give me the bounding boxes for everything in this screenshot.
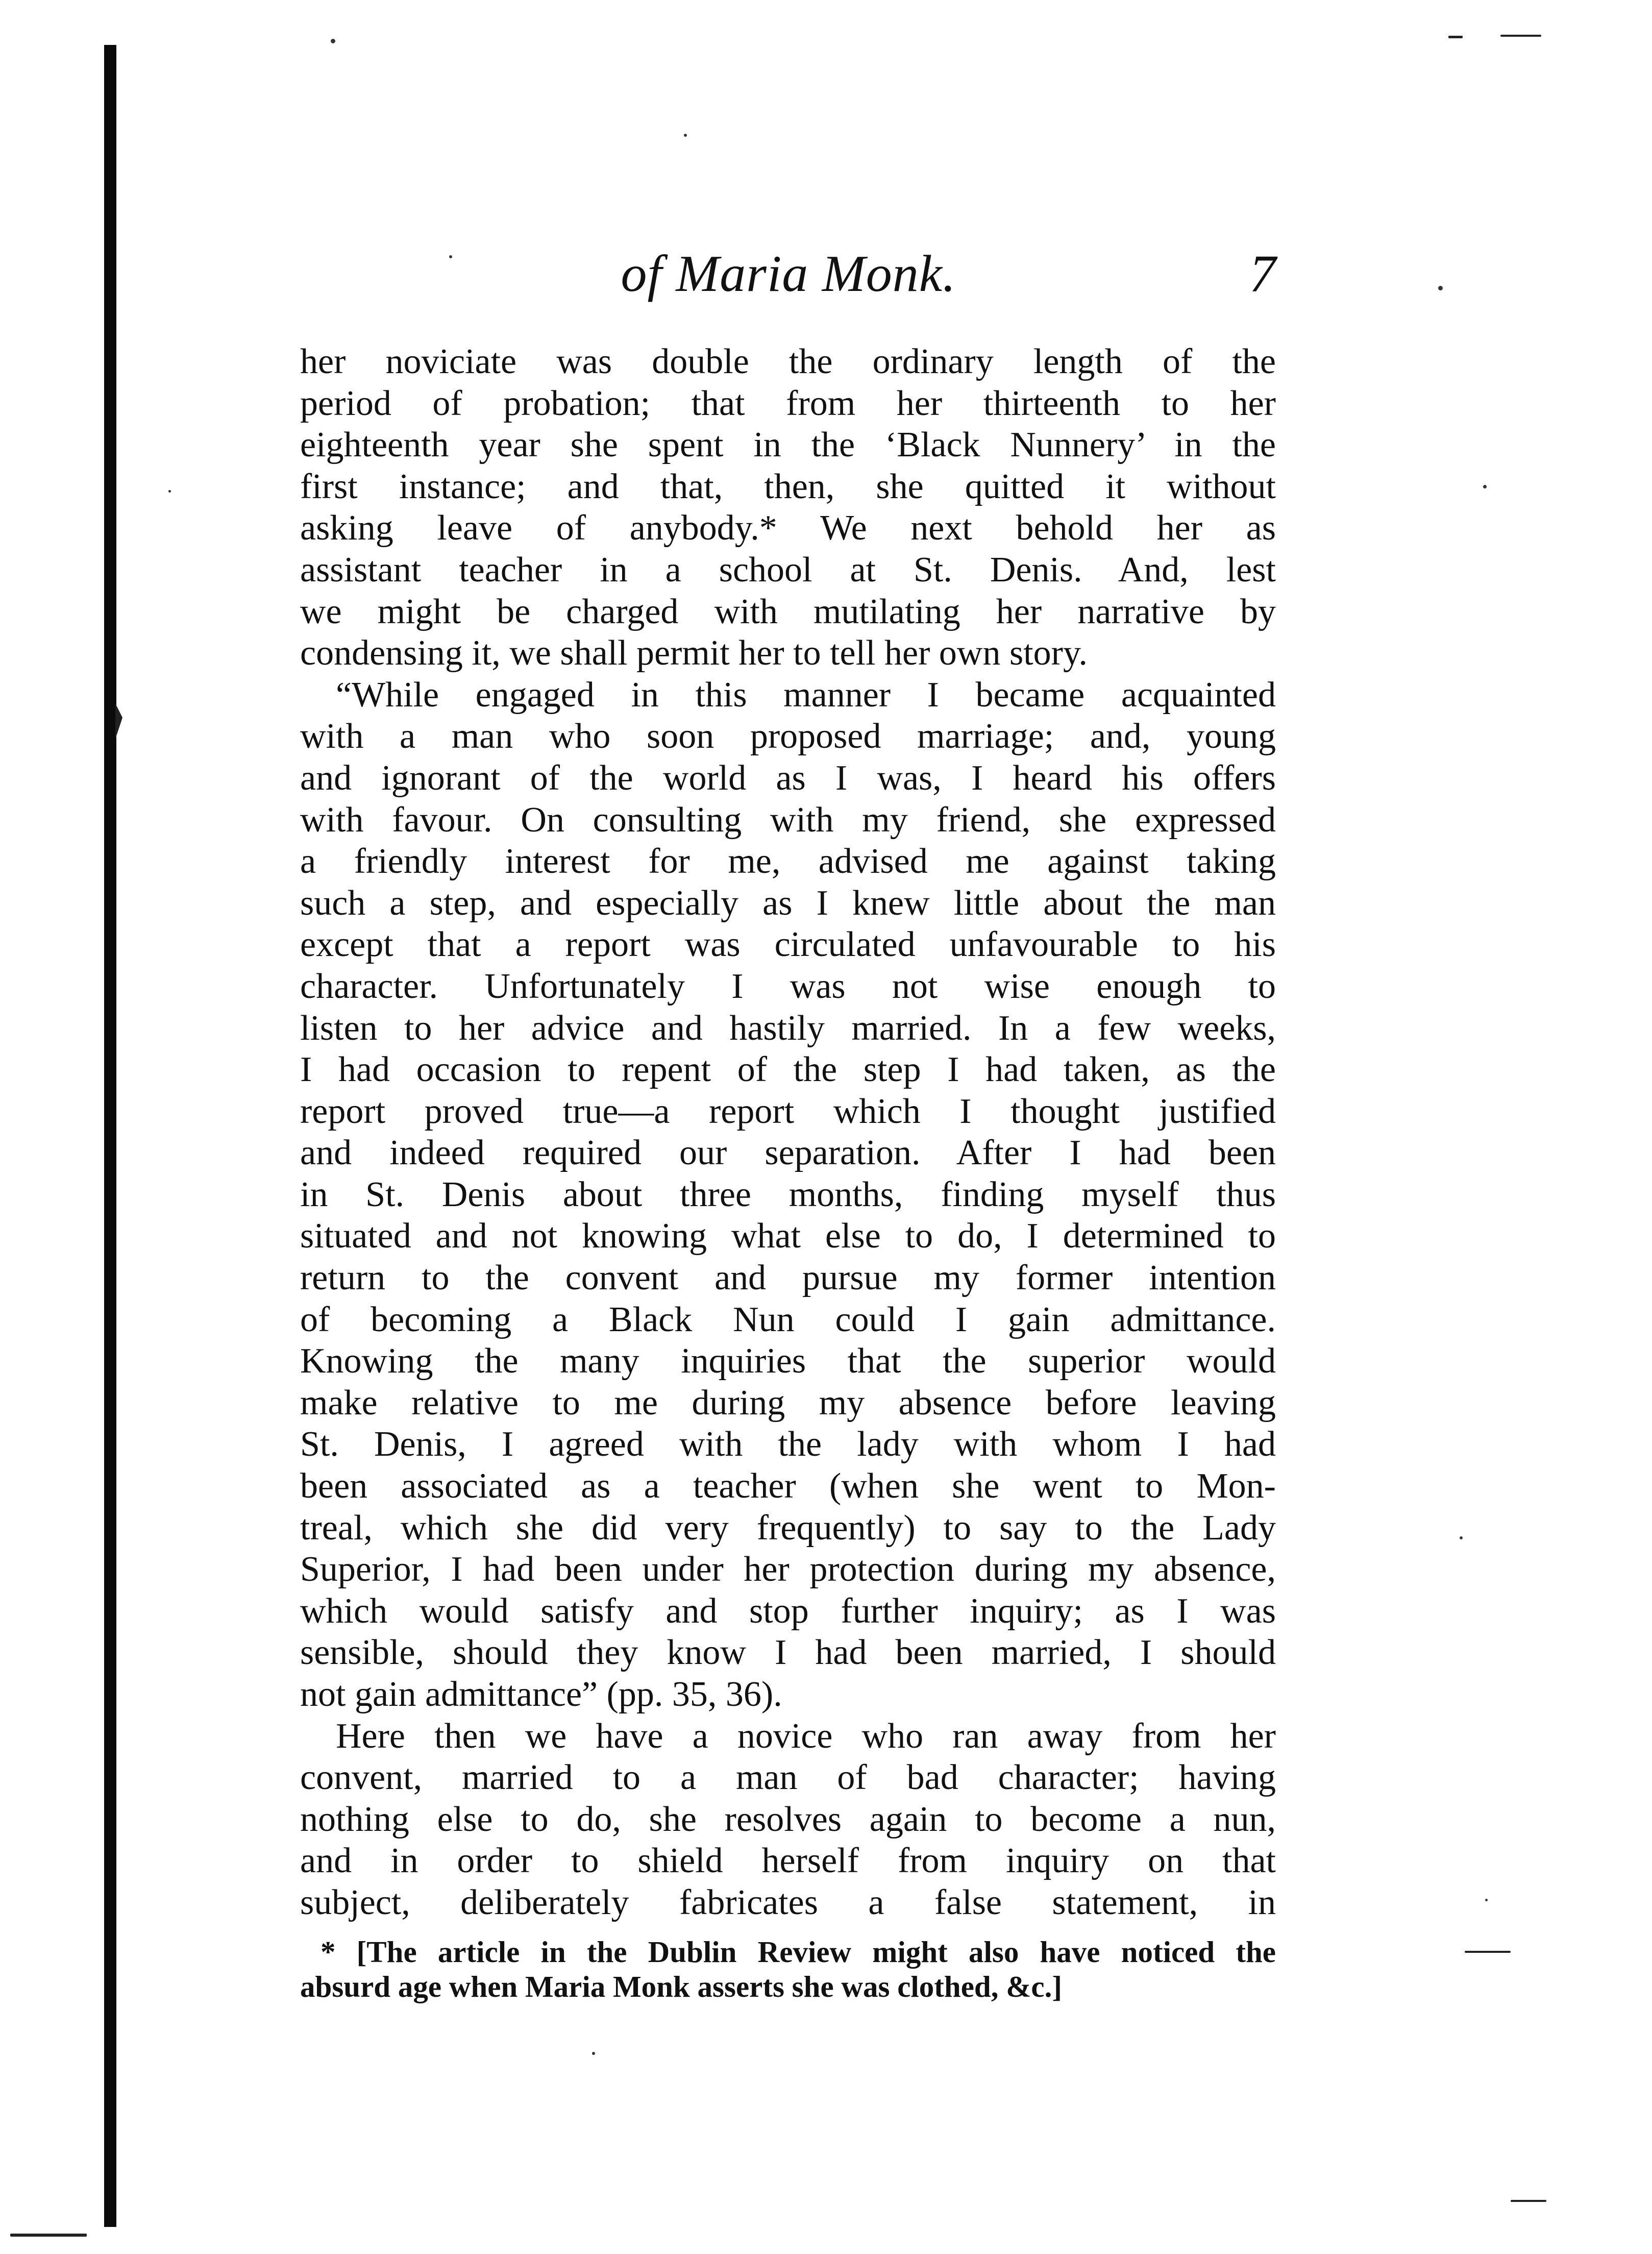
text-line: and in order to shield herself from inquiry on that	[300, 1841, 1276, 1881]
text-line: assistant teacher in a school at St. Denis. And, lest	[300, 550, 1276, 590]
text-line: period of probation; that from her thirteenth to her	[300, 383, 1276, 423]
text-line: in St. Denis about three months, finding myself thus	[300, 1174, 1276, 1214]
text-line: of becoming a Black Nun could I gain admittance.	[300, 1300, 1276, 1339]
scan-mark	[10, 2234, 87, 2237]
text-line: convent, married to a man of bad character; having	[300, 1758, 1276, 1798]
scan-mark	[1511, 2200, 1546, 2202]
text-line: and indeed required our separation. After I had been	[300, 1133, 1276, 1173]
text-line: subject, deliberately fabricates a false statement, in	[300, 1882, 1276, 1922]
text-line: eighteenth year she spent in the ‘Black Nunnery’ in the	[300, 425, 1276, 465]
text-line: report proved true—a report which I thought justified	[300, 1091, 1276, 1131]
text-line: Superior, I had been under her protection during my absence,	[300, 1550, 1276, 1589]
text-line: which would satisfy and stop further inquiry; as I was	[300, 1591, 1276, 1631]
scan-mark	[1500, 35, 1541, 37]
text-line: I had occasion to repent of the step I had taken, as the	[300, 1050, 1276, 1090]
text-line: with a man who soon proposed marriage; and, young	[300, 717, 1276, 756]
text-line: Here then we have a novice who ran away from her	[336, 1716, 1276, 1756]
body-text	[300, 341, 1276, 1924]
page-number: 7	[1249, 244, 1276, 303]
footnote-line: * [The article in the Dublin Review might also have noticed the	[320, 1935, 1276, 1969]
footnote-line: absurd age when Maria Monk asserts she was clothed, &c.]	[300, 1970, 1062, 2003]
text-line: character. Unfortunately I was not wise enough to	[300, 966, 1276, 1006]
scan-speck	[592, 2052, 595, 2055]
footnote	[300, 1934, 1276, 2004]
scan-speck	[168, 490, 171, 493]
text-line: her noviciate was double the ordinary length of the	[300, 342, 1276, 381]
text-line: except that a report was circulated unfavourable to his	[300, 925, 1276, 965]
text-line: situated and not knowing what else to do, I determined to	[300, 1216, 1276, 1256]
text-line: first instance; and that, then, she quitted it without	[300, 467, 1276, 506]
text-line: asking leave of anybody.* We next behold her as	[300, 508, 1276, 548]
text-line: not gain admittance” (pp. 35, 36).	[300, 1675, 782, 1714]
scan-mark	[1448, 36, 1463, 38]
running-head	[301, 236, 1276, 312]
text-line: listen to her advice and hastily married. In a few weeks,	[300, 1008, 1276, 1048]
text-line: sensible, should they know I had been married, I should	[300, 1633, 1276, 1673]
scan-speck	[1483, 485, 1487, 488]
text-line: with favour. On consulting with my friend, she expressed	[300, 800, 1276, 840]
scan-speck	[331, 39, 335, 43]
text-line: “While engaged in this manner I became acquainted	[336, 675, 1276, 715]
text-line: St. Denis, I agreed with the lady with whom I had	[300, 1425, 1276, 1464]
text-line: been associated as a teacher (when she went to Mon-	[300, 1466, 1276, 1506]
text-line: make relative to me during my absence before leaving	[300, 1383, 1276, 1423]
text-line: such a step, and especially as I knew little about the man	[300, 883, 1276, 923]
text-line: a friendly interest for me, advised me against taking	[300, 842, 1276, 881]
text-line: treal, which she did very frequently) to say to the Lady	[300, 1508, 1276, 1548]
text-line: nothing else to do, she resolves again to become a nun,	[300, 1799, 1276, 1839]
scan-speck	[1438, 286, 1443, 290]
running-title: of Maria Monk.	[621, 245, 956, 303]
text-line: return to the convent and pursue my former intention	[300, 1258, 1276, 1298]
text-line: condensing it, we shall permit her to tell her own story.	[300, 633, 1088, 673]
scan-speck	[1460, 1536, 1463, 1539]
text-line: and ignorant of the world as I was, I heard his offers	[300, 758, 1276, 798]
text-line: we might be charged with mutilating her narrative by	[300, 592, 1276, 631]
text-line: Knowing the many inquiries that the superior would	[300, 1341, 1276, 1381]
scan-mark	[1465, 1951, 1511, 1953]
scan-speck	[684, 134, 687, 137]
binding-edge-shadow	[104, 45, 116, 2227]
binding-edge-notch	[115, 703, 122, 739]
scan-speck	[1485, 1899, 1488, 1901]
